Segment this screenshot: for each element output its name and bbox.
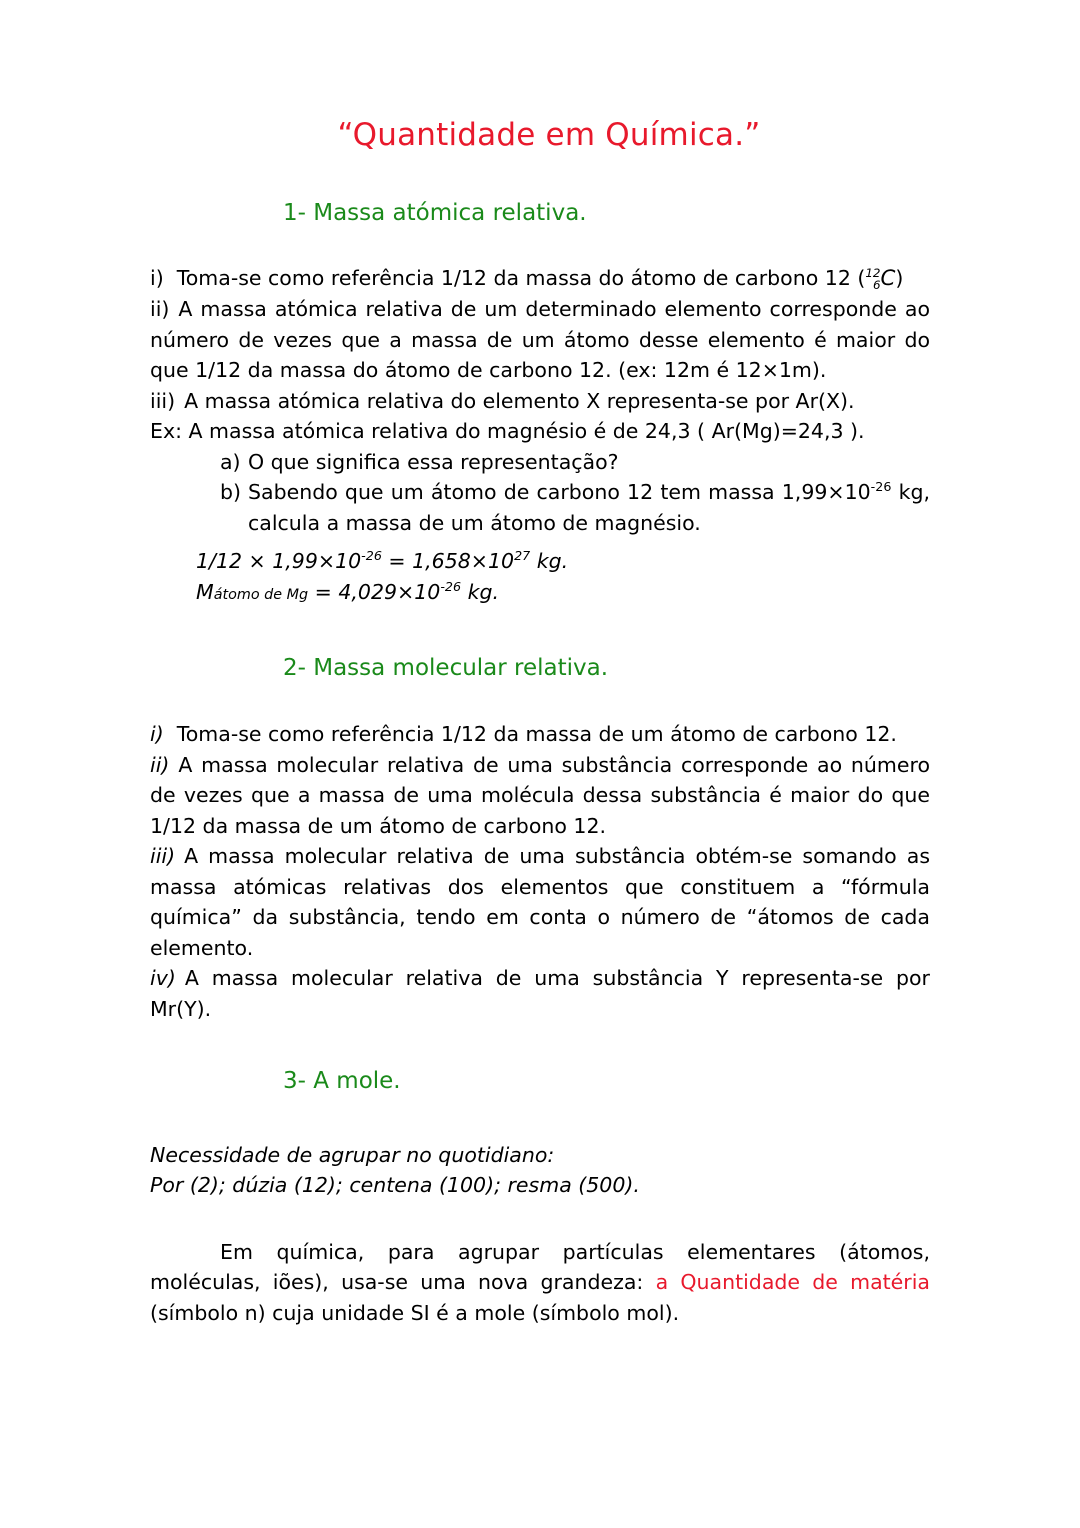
formula1-lhs-exponent: -26 <box>361 548 382 564</box>
section1-example <box>150 416 930 447</box>
list-item <box>150 477 930 538</box>
spacer <box>150 227 930 263</box>
section2-item-iv <box>150 963 930 1024</box>
item-iv-label: iv) <box>150 966 176 991</box>
section-heading-3: 3- A mole. <box>283 1068 401 1095</box>
section3-intro-line-2: Por (2); dúzia (12); centena (100); resma (500). <box>150 1173 640 1198</box>
item-iii-label: iii) <box>150 388 176 413</box>
closing-text-part-1: Em química, para agrupar partículas elementares (átomos, moléculas, iões), usa-se uma nova grandeza: <box>150 1239 930 1295</box>
formula1-mid-exponent: 27 <box>514 548 531 564</box>
spacer <box>150 1201 930 1237</box>
formula2-subscript: átomo de Mg <box>213 587 309 604</box>
formula2-value: = 4,029×10 <box>308 580 441 605</box>
closing-text-part-2: (símbolo n) cuja unidade SI é a mole (símbolo mol). <box>150 1300 680 1325</box>
sublist-text-b1: Sabendo que um átomo de carbono 12 tem massa 1,99×10 <box>248 480 871 505</box>
section1-sublist <box>150 447 930 539</box>
formula1-lhs: 1/12 × 1,99×10 <box>196 549 362 574</box>
item-ii-label: ii) <box>150 297 170 322</box>
item-i-label: i) <box>150 722 164 747</box>
formula2-symbol: M <box>196 580 214 605</box>
example-text: Ex: A massa atómica relativa do magnésio é de 24,3 ( Ar(Mg)=24,3 ). <box>150 419 865 444</box>
spacer <box>150 538 930 546</box>
page-title: “Quantidade em Química.” <box>337 117 761 153</box>
formula2-exponent: -26 <box>440 579 462 595</box>
sublist-label-a: a) <box>220 449 241 474</box>
item-ii-text: A massa atómica relativa de um determinado elemento corresponde ao número de vezes que a massa de um átomo desse elemento é maior do que 1/12 da massa do átomo de carbono 12. (ex: 12m é 12×1m). <box>150 297 930 383</box>
item-i-text-after: ) <box>895 266 904 291</box>
item-iv-text: A massa molecular relativa de uma substância Y representa-se por Mr(Y). <box>150 966 930 1021</box>
formula-line-1 <box>150 546 930 577</box>
item-i-text: Toma-se como referência 1/12 da massa de um átomo de carbono 12. <box>176 722 897 747</box>
spacer <box>150 1096 930 1140</box>
formula1-tail: kg. <box>530 549 569 574</box>
section-heading-2: 2- Massa molecular relativa. <box>283 655 609 682</box>
formula2-tail: kg. <box>461 580 499 605</box>
item-iii-text: A massa atómica relativa do elemento X representa-se por Ar(X). <box>184 388 855 413</box>
item-iii-label: iii) <box>150 844 176 869</box>
sublist-text-a: O que significa essa representação? <box>248 449 619 474</box>
spacer <box>150 611 930 655</box>
item-i-text-before: Toma-se como referência 1/12 da massa do átomo de carbono 12 ( <box>176 266 866 291</box>
item-ii-label: ii) <box>150 752 170 777</box>
carbon-12-isotope-notation <box>865 263 895 294</box>
section2-item-iii <box>150 841 930 963</box>
section1-item-iii <box>150 386 930 417</box>
item-iii-text: A massa molecular relativa de uma substância obtém-se somando as massa atómicas relativas dos elementos que constituem a “fórmula química” da substância, tendo em conta o número de “átomos de cada elemento. <box>150 844 930 960</box>
section1-item-ii <box>150 294 930 386</box>
isotope-atomic-number: 6 <box>872 278 881 293</box>
quantidade-de-materia-highlight: a Quantidade de matéria <box>655 1270 930 1295</box>
formula1-mid: = 1,658×10 <box>381 549 515 574</box>
section2-item-i <box>150 719 930 750</box>
section3-closing-paragraph <box>150 1237 930 1329</box>
sublist-exponent-b: -26 <box>870 479 892 495</box>
sublist-label-b: b) <box>220 480 242 505</box>
isotope-symbol: C <box>880 265 896 291</box>
section-heading-1: 1- Massa atómica relativa. <box>283 199 587 226</box>
formula-line-2 <box>150 577 930 611</box>
spacer <box>150 1024 930 1068</box>
sublist-text-b2: kg, calcula a massa de um átomo de magnésio. <box>248 480 931 535</box>
section3-intro-line-1: Necessidade de agrupar no quotidiano: <box>150 1142 555 1167</box>
isotope-mass-number: 12 <box>865 266 881 281</box>
spacer <box>150 683 930 719</box>
item-ii-text: A massa molecular relativa de uma substância corresponde ao número de vezes que a massa de uma molécula dessa substância é maior do que 1/12 da massa de um átomo de carbono 12. <box>150 752 930 838</box>
list-item <box>150 447 930 478</box>
item-i-label: i) <box>150 266 164 291</box>
document-content <box>150 118 930 1328</box>
section2-item-ii <box>150 750 930 842</box>
section1-item-i <box>150 263 930 294</box>
